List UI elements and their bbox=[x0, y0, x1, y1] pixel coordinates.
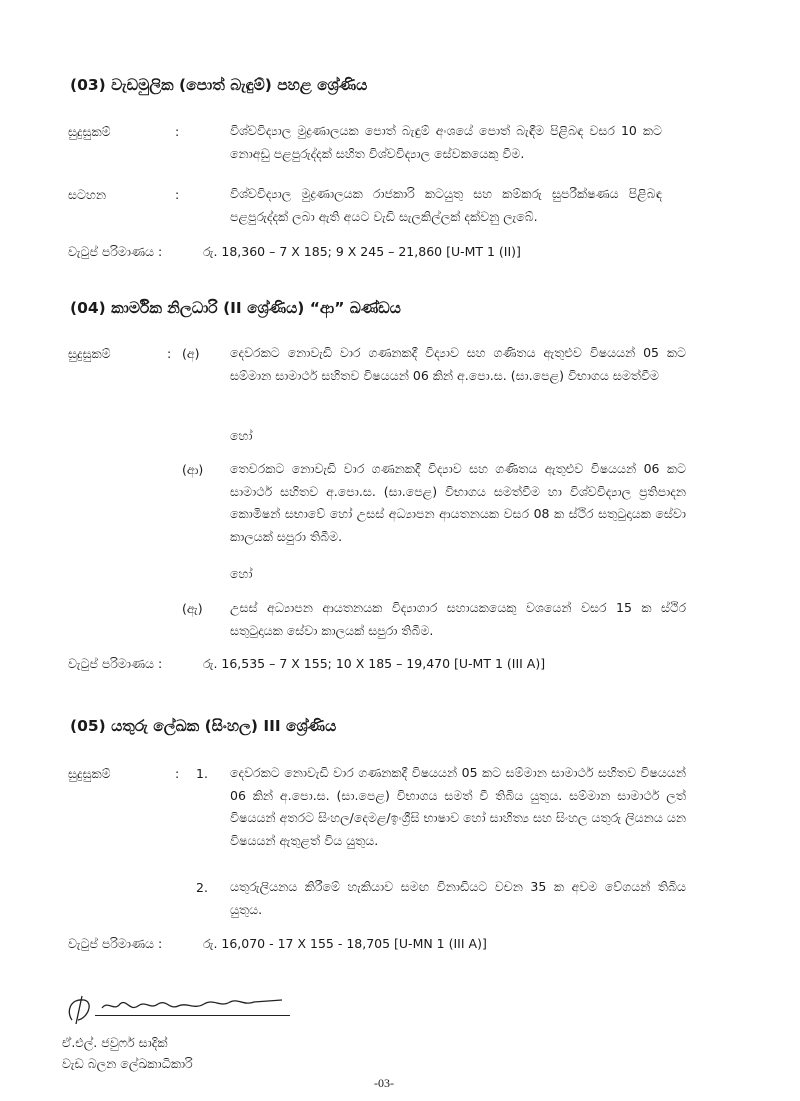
section-03-heading: (03) වැඩමුලික (පොත් බැඳුම්) පහළ ශ්‍රේණිය bbox=[70, 76, 368, 94]
or-separator-2: හෝ bbox=[230, 566, 253, 581]
or-separator-1: හෝ bbox=[230, 428, 253, 443]
section-04-heading: (04) කාර්මික නිලධාරි (II ශ්‍රේණිය) “ආ” ඛණ්ඩය bbox=[70, 299, 401, 317]
signature-scribble bbox=[58, 990, 288, 1030]
section-03-qual-text: විශ්වවිද්‍යාල මුද්‍රණාලයක පොත් බැඳුම් අංශයේ පොත් බැඳීම පිළිබඳ වසර 10 කට නොඅඩු පළපුරුද්දක් සහිත විශ්වවිද්‍යාල සේවකයෙකු වීම. bbox=[230, 123, 662, 161]
section-04-qual-colon: : bbox=[167, 346, 172, 361]
section-05-salary-label: වැටුප් පරිමාණය : bbox=[68, 936, 163, 951]
item-text-1: දෙවරකට නොවැඩි වාර ගණනකදී විෂයයන් 05 කට සම්මාන සාමාර්ථ සහිතව විෂයයන් 06 කින් අ.පො.ස. (සා.පෙළ) විභාගය සමත් වී තිබිය යුතුය. සම්මාන සාමාර්ථ ලත් විෂයයන් අතරට සිංහල/දෙමළ/ඉංග්‍රීසි භාෂාව හෝ සාහිත්‍ය සහ සිංහල යතුරු ලියනය යන විෂයයන් ඇතුළත් විය යුතුය. bbox=[230, 765, 686, 848]
section-03-salary-label: වැටුප් පරිමාණය : bbox=[68, 244, 163, 259]
section-03-note-label: සටහන bbox=[68, 187, 106, 202]
section-04-salary-text: රු. 16,535 – 7 X 155; 10 X 185 – 19,470 [U-MT 1 (III A)] bbox=[203, 656, 546, 671]
item-text-ae: උසස් අධ්‍යාපන ආයතනයක විද්‍යාගාර සහායකයෙකු වශයෙන් වසර 15 ක ස්ථිර සතුටුදායක සේවා කාලයක් සපුරා තිබීම. bbox=[230, 600, 686, 638]
signature-underline bbox=[95, 1015, 290, 1016]
item-text-a: දෙවරකට නොවැඩි වාර ගණනකදී විද්‍යාව සහ ගණිතය ඇතුළුව විෂයයන් 05 කට සම්මාන සාමාර්ථ සහිතව විෂයයන් 06 කින් අ.පො.ස. (සා.පෙළ) විභාගය සමත්වීම bbox=[230, 345, 686, 383]
item-marker-2: 2. bbox=[196, 880, 208, 895]
section-05-salary-text: රු. 16,070 - 17 X 155 - 18,705 [U-MN 1 (III A)] bbox=[203, 936, 487, 951]
item-marker-1: 1. bbox=[196, 766, 208, 781]
section-05-qual-label: සුදුසුකම් bbox=[68, 766, 111, 781]
item-marker-aa: (ආ) bbox=[182, 462, 204, 477]
section-03-note-text: විශ්වවිද්‍යාල මුද්‍රණාලයක රාජකාරි කටයුතු සහ කම්කරු සුපරීක්ෂණය පිළිබඳ පළපුරුද්දක් ලබා ඇති අයට වැඩි සැලකිල්ලක් දක්වනු ලැබේ. bbox=[230, 186, 662, 224]
section-04-salary-label: වැටුප් පරිමාණය : bbox=[68, 656, 163, 671]
item-text-aa: තෙවරකට නොවැඩි වාර ගණනකදී විද්‍යාව සහ ගණිතය ඇතුළුව විෂයයන් 06 කට සාමාර්ථ සහිතව අ.පො.ස. (සා.පෙළ) විභාගය සමත්වීම හා විශ්වවිද්‍යාල ප්‍රතිපාදන කොමිෂන් සභාවේ හෝ උසස් අධ්‍යාපන ආයතනයක වසර 08 ක ස්ථිර සතුටුදායක සේවා කාලයක් සපුරා තිබීම. bbox=[230, 461, 686, 544]
section-05-heading: (05) යතුරු ලේඛක (සිංහල) III ශ්‍රේණිය bbox=[70, 717, 337, 735]
section-05-qual-colon: : bbox=[175, 766, 180, 781]
section-03-qual-colon: : bbox=[175, 124, 180, 139]
signatory-title: වැඩ බලන ලේඛකාධිකාරි bbox=[62, 1056, 193, 1071]
page-number: -03- bbox=[374, 1076, 394, 1090]
section-03-note-colon: : bbox=[175, 187, 180, 202]
signatory-name: ඒ.එල්. ජවුෆර් සාදික් bbox=[62, 1035, 168, 1050]
item-text-2: යතුරුලියනය කිරීමේ හැකියාව සමඟ විනාඩියට වචන 35 ක අවම වේගයන් තිබිය යුතුය. bbox=[230, 879, 686, 917]
item-marker-a: (අ) bbox=[182, 346, 200, 361]
section-03-qual-label: සුදුසුකම් bbox=[68, 124, 111, 139]
section-03-salary-text: රු. 18,360 – 7 X 185; 9 X 245 – 21,860 [U-MT 1 (II)] bbox=[203, 244, 521, 259]
item-marker-ae: (ඇ) bbox=[182, 601, 203, 616]
section-04-qual-label: සුදුසුකම් bbox=[68, 346, 111, 361]
